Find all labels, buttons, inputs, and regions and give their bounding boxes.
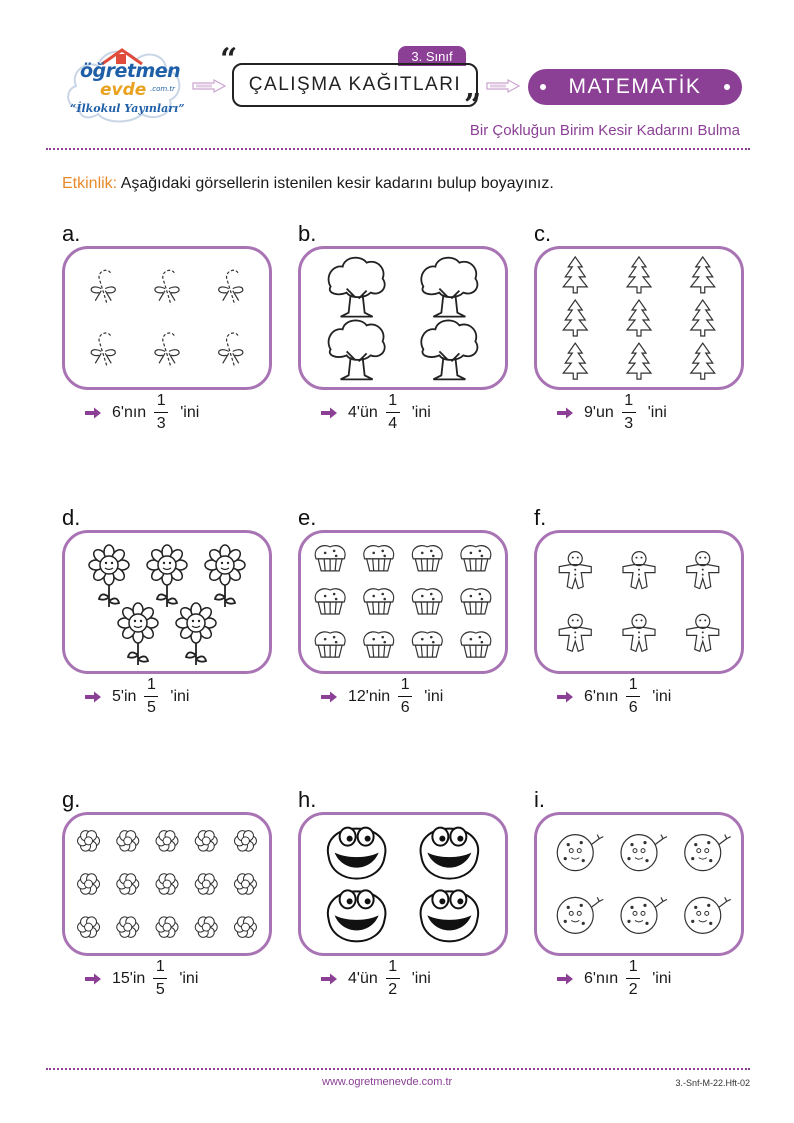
- page-title: ÇALIŞMA KAĞITLARI: [248, 74, 462, 95]
- cookie-icon[interactable]: [557, 897, 603, 933]
- fraction: [144, 676, 158, 717]
- fraction-prompt: [320, 392, 431, 433]
- small-flower-icon[interactable]: [234, 874, 256, 894]
- subject-label: MATEMATİK: [568, 75, 702, 98]
- small-flower-icon[interactable]: [117, 874, 139, 894]
- candy-cane-icon[interactable]: [155, 270, 179, 304]
- suffix: 'ini: [424, 687, 444, 705]
- picture-group: [65, 815, 269, 953]
- tree-icon[interactable]: [421, 258, 477, 317]
- gingerbread-man-icon[interactable]: [559, 614, 591, 651]
- flower-icon[interactable]: [147, 545, 187, 607]
- picture-box: [298, 812, 508, 956]
- title-box: [232, 63, 478, 107]
- logo-word-evde: evde: [100, 80, 147, 100]
- muffin-icon[interactable]: [461, 589, 491, 614]
- suffix: 'ini: [411, 403, 431, 421]
- numerator: 1: [388, 958, 398, 975]
- logo-word-ogretmen: öğretmen: [80, 60, 181, 82]
- denominator: 6: [628, 699, 638, 716]
- grade-badge: 3. Sınıf: [398, 46, 466, 66]
- item-letter: f.: [534, 505, 547, 530]
- whole-amount: 15'in: [112, 969, 146, 987]
- item-letter: c.: [534, 221, 552, 246]
- numerator: 1: [155, 958, 165, 975]
- small-flower-icon[interactable]: [195, 874, 217, 894]
- pine-tree-icon[interactable]: [627, 300, 651, 336]
- fraction-prompt: [556, 958, 671, 999]
- whole-amount: 6'nın: [584, 687, 619, 705]
- fraction-bar: [154, 412, 168, 413]
- fraction: [626, 958, 640, 999]
- whole-amount: 6'nın: [584, 969, 619, 987]
- muffin-icon[interactable]: [461, 632, 491, 657]
- fraction-bar: [386, 412, 400, 413]
- pine-tree-icon[interactable]: [691, 300, 715, 336]
- pine-tree-icon[interactable]: [691, 257, 715, 293]
- small-flower-icon[interactable]: [234, 831, 256, 851]
- exercise-item: [534, 505, 748, 716]
- small-flower-icon[interactable]: [156, 831, 178, 851]
- exercise-item: [62, 787, 276, 998]
- item-letter: a.: [62, 221, 81, 246]
- numerator: 1: [388, 392, 398, 409]
- small-flower-icon[interactable]: [195, 831, 217, 851]
- item-letter: d.: [62, 505, 81, 530]
- numerator: 1: [400, 676, 410, 693]
- fraction-prompt: [556, 392, 667, 433]
- muffin-icon[interactable]: [364, 632, 394, 657]
- cookie-icon[interactable]: [621, 835, 667, 871]
- footer-url[interactable]: www.ogretmenevde.com.tr: [322, 1076, 453, 1088]
- fraction-bar: [622, 412, 636, 413]
- publisher-logo: [60, 42, 190, 132]
- gingerbread-man-icon[interactable]: [623, 614, 655, 651]
- cookie-monster-icon[interactable]: [328, 828, 386, 879]
- picture-group: [301, 533, 505, 671]
- picture-group: [537, 533, 741, 671]
- tree-icon[interactable]: [329, 320, 385, 379]
- denominator: 5: [155, 981, 165, 998]
- denominator: 5: [146, 699, 156, 716]
- fraction: [622, 392, 636, 433]
- muffin-icon[interactable]: [412, 546, 442, 571]
- fraction-bar: [626, 978, 640, 979]
- numerator: 1: [146, 676, 156, 693]
- arrow-right-icon: [320, 973, 338, 985]
- numerator: 1: [628, 958, 638, 975]
- cookie-icon[interactable]: [685, 835, 731, 871]
- candy-cane-icon[interactable]: [219, 270, 243, 304]
- footer-code: 3.-Snf-M-22.Hft-02: [675, 1078, 750, 1088]
- small-flower-icon[interactable]: [234, 917, 256, 937]
- cookie-monster-icon[interactable]: [328, 890, 386, 941]
- gingerbread-man-icon[interactable]: [559, 552, 591, 589]
- exercise-item: [62, 505, 276, 716]
- muffin-icon[interactable]: [364, 546, 394, 571]
- picture-box: [62, 246, 272, 390]
- exercise-item: [298, 221, 512, 432]
- item-letter: e.: [298, 505, 317, 530]
- suffix: 'ini: [652, 969, 672, 987]
- fraction-bar: [144, 696, 158, 697]
- fraction-prompt: [84, 392, 199, 433]
- fraction: [386, 958, 400, 999]
- gingerbread-man-icon[interactable]: [623, 552, 655, 589]
- candy-cane-icon[interactable]: [91, 270, 115, 304]
- muffin-icon[interactable]: [412, 632, 442, 657]
- cookie-monster-icon[interactable]: [421, 828, 479, 879]
- fraction: [386, 392, 400, 433]
- exercise-item: [534, 221, 748, 432]
- tree-icon[interactable]: [329, 258, 385, 317]
- suffix: 'ini: [647, 403, 667, 421]
- arrow-right-icon: [556, 691, 574, 703]
- flower-icon[interactable]: [89, 545, 129, 607]
- exercise-item: [534, 787, 748, 998]
- picture-box: [62, 530, 272, 674]
- candy-cane-icon[interactable]: [219, 333, 243, 367]
- picture-box: [534, 812, 744, 956]
- suffix: 'ini: [179, 969, 199, 987]
- fraction: [626, 676, 640, 717]
- whole-amount: 6'nın: [112, 403, 147, 421]
- cookie-monster-icon[interactable]: [421, 890, 479, 941]
- flower-icon[interactable]: [118, 603, 158, 665]
- arrow-right-icon: [556, 973, 574, 985]
- fraction: [398, 676, 412, 717]
- picture-box: [62, 812, 272, 956]
- item-letter: b.: [298, 221, 317, 246]
- small-flower-icon[interactable]: [156, 917, 178, 937]
- muffin-icon[interactable]: [315, 632, 345, 657]
- fraction-bar: [398, 696, 412, 697]
- picture-group: [65, 533, 269, 671]
- logo-domain: .com.tr: [150, 85, 176, 93]
- denominator: 2: [388, 981, 398, 998]
- picture-box: [534, 530, 744, 674]
- numerator: 1: [628, 676, 638, 693]
- arrow-right-icon: [556, 407, 574, 419]
- muffin-icon[interactable]: [412, 589, 442, 614]
- pine-tree-icon[interactable]: [627, 343, 651, 379]
- picture-group: [301, 815, 505, 953]
- cookie-icon[interactable]: [621, 897, 667, 933]
- denominator: 6: [400, 699, 410, 716]
- instruction-text: Aşağıdaki görsellerin istenilen kesir kadarını bulup boyayınız.: [117, 175, 554, 192]
- divider: [46, 148, 750, 150]
- bullet-dot-icon: [540, 84, 546, 90]
- small-flower-icon[interactable]: [117, 917, 139, 937]
- small-flower-icon[interactable]: [117, 831, 139, 851]
- suffix: 'ini: [180, 403, 200, 421]
- small-flower-icon[interactable]: [195, 917, 217, 937]
- candy-cane-icon[interactable]: [155, 333, 179, 367]
- arrow-right-icon: [320, 407, 338, 419]
- fraction-prompt: [84, 958, 198, 999]
- denominator: 3: [624, 415, 634, 432]
- item-letter: i.: [534, 787, 545, 812]
- small-flower-icon[interactable]: [156, 874, 178, 894]
- flower-icon[interactable]: [205, 545, 245, 607]
- small-flower-icon[interactable]: [78, 831, 100, 851]
- numerator: 1: [156, 392, 166, 409]
- gingerbread-man-icon[interactable]: [687, 552, 719, 589]
- pine-tree-icon[interactable]: [627, 257, 651, 293]
- denominator: 3: [156, 415, 166, 432]
- picture-group: [65, 249, 269, 387]
- denominator: 4: [388, 415, 398, 432]
- picture-group: [537, 249, 741, 387]
- fraction-bar: [153, 978, 167, 979]
- picture-group: [301, 249, 505, 387]
- whole-amount: 12'nin: [348, 687, 391, 705]
- small-flower-icon[interactable]: [78, 917, 100, 937]
- item-letter: g.: [62, 787, 81, 812]
- pine-tree-icon[interactable]: [563, 300, 587, 336]
- whole-amount: 4'ün: [348, 403, 378, 421]
- divider: [46, 1068, 750, 1070]
- tree-icon[interactable]: [421, 320, 477, 379]
- fraction-bar: [386, 978, 400, 979]
- arrow-right-icon: [192, 79, 226, 93]
- flower-icon[interactable]: [176, 603, 216, 665]
- fraction-prompt: [320, 958, 431, 999]
- quote-close: ”: [464, 88, 482, 123]
- exercise-item: [298, 787, 512, 998]
- bullet-dot-icon: [724, 84, 730, 90]
- small-flower-icon[interactable]: [78, 874, 100, 894]
- fraction: [154, 392, 168, 433]
- instruction-label: Etkinlik:: [62, 175, 118, 192]
- fraction-bar: [626, 696, 640, 697]
- whole-amount: 4'ün: [348, 969, 378, 987]
- arrow-right-icon: [320, 691, 338, 703]
- cookie-icon[interactable]: [557, 835, 603, 871]
- pine-tree-icon[interactable]: [563, 343, 587, 379]
- fraction-prompt: [556, 676, 671, 717]
- pine-tree-icon[interactable]: [563, 257, 587, 293]
- exercise-item: [62, 221, 276, 432]
- muffin-icon[interactable]: [315, 546, 345, 571]
- pine-tree-icon[interactable]: [691, 343, 715, 379]
- suffix: 'ini: [411, 969, 431, 987]
- denominator: 2: [628, 981, 638, 998]
- muffin-icon[interactable]: [315, 589, 345, 614]
- fraction-prompt: [84, 676, 189, 717]
- candy-cane-icon[interactable]: [91, 333, 115, 367]
- picture-box: [298, 530, 508, 674]
- arrow-right-icon: [84, 973, 102, 985]
- fraction-prompt: [320, 676, 443, 717]
- arrow-right-icon: [486, 79, 520, 93]
- quote-open: “: [220, 42, 238, 77]
- suffix: 'ini: [652, 687, 672, 705]
- cookie-icon[interactable]: [685, 897, 731, 933]
- whole-amount: 5'in: [112, 687, 137, 705]
- instruction: [62, 175, 554, 193]
- item-letter: h.: [298, 787, 317, 812]
- logo-tagline: “İlkokul Yayınları”: [70, 102, 185, 115]
- fraction: [153, 958, 167, 999]
- arrow-right-icon: [84, 407, 102, 419]
- picture-group: [537, 815, 741, 953]
- gingerbread-man-icon[interactable]: [687, 614, 719, 651]
- exercise-item: [298, 505, 512, 716]
- arrow-right-icon: [84, 691, 102, 703]
- subject-pill: [528, 69, 742, 105]
- topic-title: Bir Çokluğun Birim Kesir Kadarını Bulma: [469, 122, 740, 139]
- whole-amount: 9'un: [584, 403, 614, 421]
- picture-box: [534, 246, 744, 390]
- suffix: 'ini: [170, 687, 190, 705]
- muffin-icon[interactable]: [364, 589, 394, 614]
- picture-box: [298, 246, 508, 390]
- numerator: 1: [624, 392, 634, 409]
- muffin-icon[interactable]: [461, 546, 491, 571]
